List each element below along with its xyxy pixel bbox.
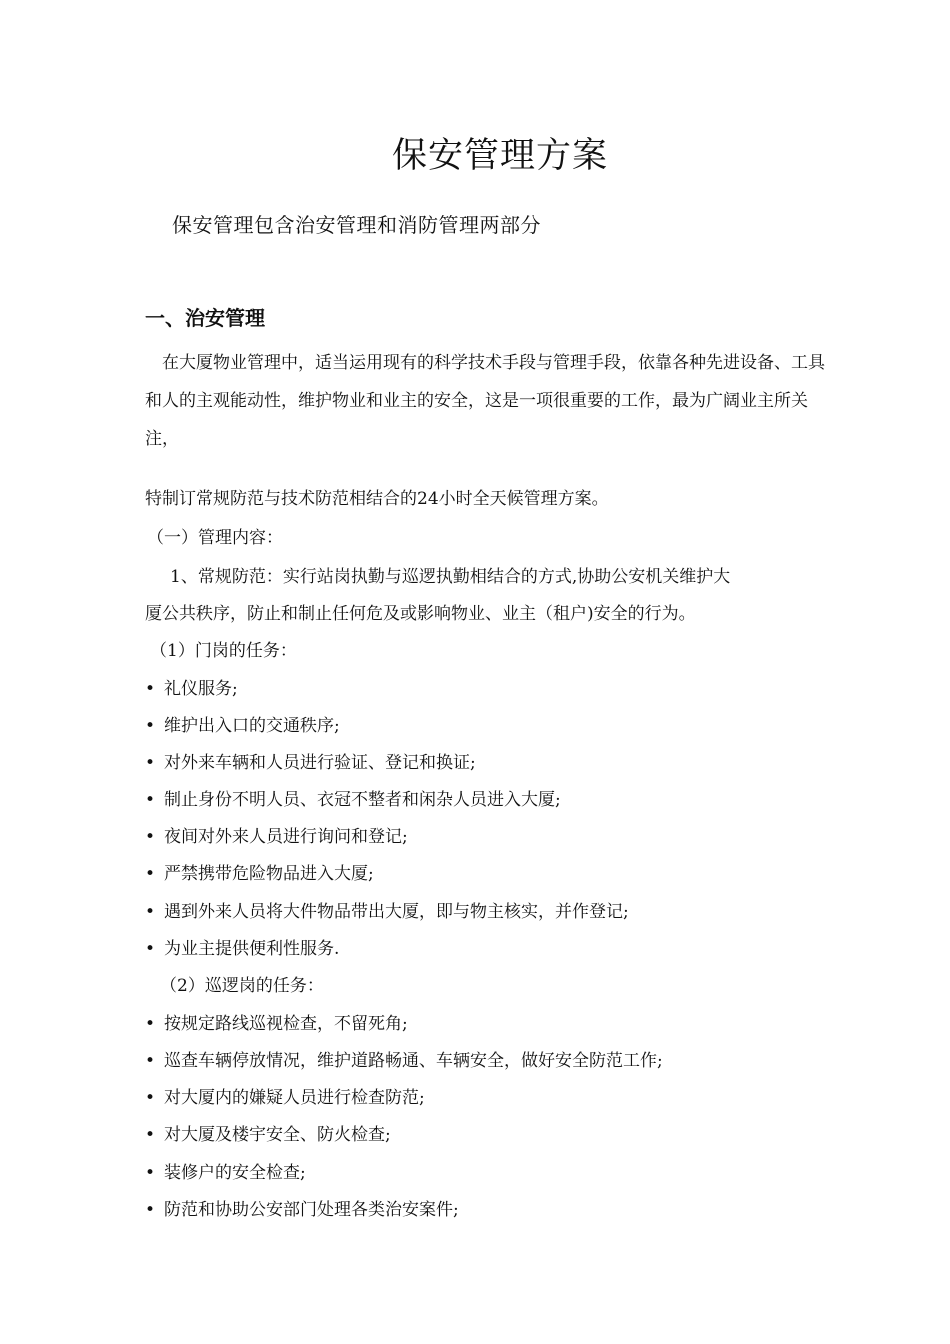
bullet-icon: • xyxy=(145,939,156,959)
list-item-text: 防范和协助公安部门处理各类治安案件; xyxy=(164,1200,459,1220)
list-item xyxy=(145,1158,306,1183)
section-heading: 一、治安管理 xyxy=(145,306,265,330)
bullet-icon: • xyxy=(145,679,156,699)
bullet-icon: • xyxy=(145,902,156,922)
bullet-icon: • xyxy=(145,1051,156,1071)
bullet-icon: • xyxy=(145,1014,156,1034)
patrol-heading: （2）巡逻岗的任务： xyxy=(160,976,324,996)
sub-heading: （一）管理内容： xyxy=(147,528,283,548)
list-item xyxy=(145,785,561,810)
bullet-icon: • xyxy=(145,716,156,736)
item1-line1: 1、常规防范：实行站岗执勤与巡逻执勤相结合的方式,协助公安机关维护大 xyxy=(170,567,731,587)
list-item-text: 对大厦及楼宇安全、防火检查; xyxy=(164,1125,391,1145)
list-item xyxy=(145,674,238,699)
list-item xyxy=(145,1083,425,1108)
list-item-text: 礼仪服务; xyxy=(164,679,238,699)
bullet-icon: • xyxy=(145,864,156,884)
list-item-text: 维护出入口的交通秩序; xyxy=(164,716,340,736)
bullet-icon: • xyxy=(145,790,156,810)
list-item xyxy=(145,1120,391,1145)
intro-text: 保安管理包含治安管理和消防管理两部分 xyxy=(172,213,541,237)
bullet-icon: • xyxy=(145,1088,156,1108)
bullet-icon: • xyxy=(145,753,156,773)
bullet-icon: • xyxy=(145,827,156,847)
list-item-text: 遇到外来人员将大件物品带出大厦，即与物主核实，并作登记; xyxy=(164,902,629,922)
list-item-text: 严禁携带危险物品进入大厦; xyxy=(164,864,374,884)
list-item-text: 装修户的安全检查; xyxy=(164,1163,306,1183)
gate-heading: （1）门岗的任务： xyxy=(150,641,297,661)
list-item-text: 制止身份不明人员、衣冠不整者和闲杂人员进入大厦; xyxy=(164,790,561,810)
list-item xyxy=(145,934,339,959)
list-item xyxy=(145,897,629,922)
list-item xyxy=(145,711,340,736)
list-item xyxy=(145,1046,663,1071)
list-item-text: 为业主提供便利性服务. xyxy=(164,939,340,959)
list-item-text: 巡查车辆停放情况，维护道路畅通、车辆安全，做好安全防范工作; xyxy=(164,1051,663,1071)
list-item-text: 对外来车辆和人员进行验证、登记和换证; xyxy=(164,753,476,773)
list-item xyxy=(145,748,476,773)
list-item-text: 夜间对外来人员进行询问和登记; xyxy=(164,827,408,847)
paragraph-2: 特制订常规防范与技术防范相结合的24小时全天候管理方案。 xyxy=(145,489,609,509)
paragraph-1: 在大厦物业管理中，适当运用现有的科学技术手段与管理手段，依靠各种先进设备、工具和人的主观能动性，维护物业和业主的安全，这是一项很重要的工作，最为广阔业主所关注， xyxy=(145,353,825,449)
bullet-icon: • xyxy=(145,1200,156,1220)
list-item-text: 按规定路线巡视检查，不留死角; xyxy=(164,1014,408,1034)
list-item xyxy=(145,1009,408,1034)
list-item xyxy=(145,859,374,884)
bullet-icon: • xyxy=(145,1125,156,1145)
list-item-text: 对大厦内的嫌疑人员进行检查防范; xyxy=(164,1088,425,1108)
list-item xyxy=(145,822,408,847)
list-item xyxy=(145,1195,459,1220)
document-title: 保安管理方案 xyxy=(391,136,608,176)
item1-line2: 厦公共秩序，防止和制止任何危及或影响物业、业主（租户)安全的行为。 xyxy=(145,604,696,624)
bullet-icon: • xyxy=(145,1163,156,1183)
